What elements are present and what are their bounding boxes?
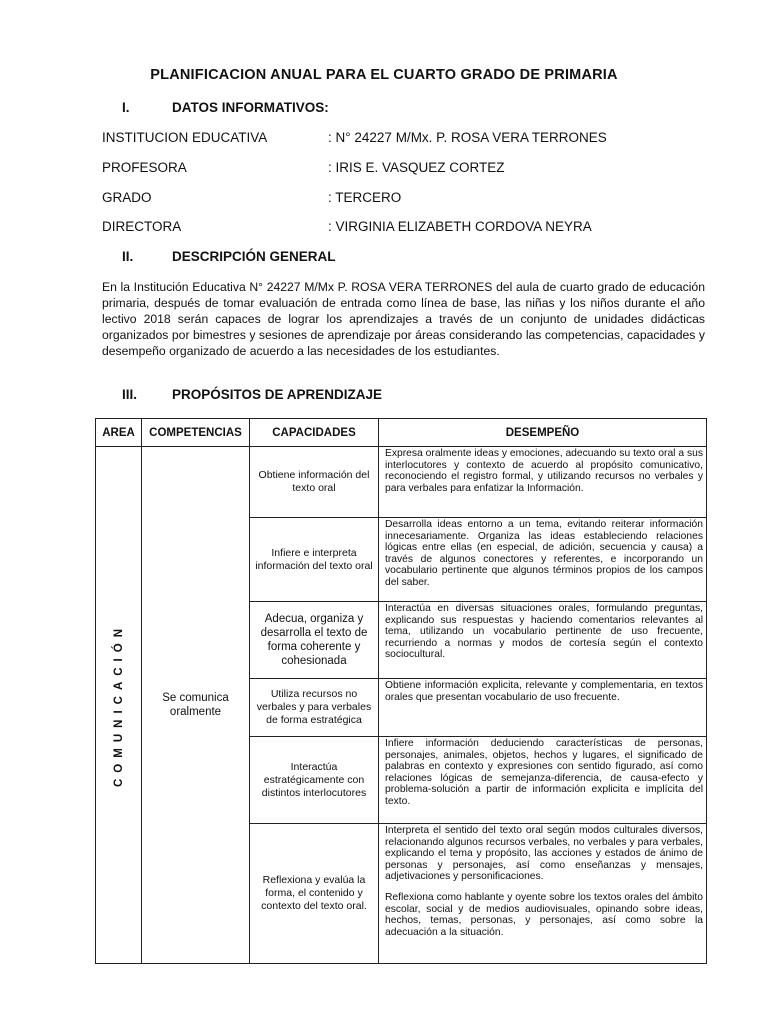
- desempeno-cell: [379, 602, 707, 679]
- document-title: PLANIFICACION ANUAL PARA EL CUARTO GRADO DE PRIMARIA: [150, 67, 618, 83]
- section-heading-3: [122, 387, 522, 405]
- learning-purposes-table: [95, 418, 707, 964]
- desempeno-cell: [379, 679, 707, 737]
- capacidad-cell: Adecua, organiza y desarrolla el texto de forma coherente y cohesionada: [250, 602, 379, 679]
- capacidad-cell: Reflexiona y evalúa la forma, el contenido y contexto del texto oral.: [250, 824, 379, 964]
- section-title: DESCRIPCIÓN GENERAL: [172, 249, 336, 264]
- desempeno-text: Infiere información deduciendo características de personas, personajes, animales, objetos, hechos y lugares, el significado de palabras en contexto y expresiones con sentido figurado, así como relaciones lógicas de semejanza-diferencia, de causa-efecto y problema-solución a partir de información explicita e implícita del texto.: [385, 738, 703, 807]
- competencia-cell: Se comunica oralmente: [142, 447, 250, 964]
- desempeno-text: Reflexiona como hablante y oyente sobre los textos orales del ámbito escolar, social y de medios audiovisuales, opinando sobre ideas, hechos, temas, personas, y personajes, así como sobre la adecuación a la situación.: [385, 891, 703, 938]
- desempeno-cell: [379, 737, 707, 824]
- info-label: PROFESORA: [102, 160, 187, 175]
- desempeno-cell: [379, 518, 707, 602]
- section-heading-1: [122, 100, 522, 118]
- section-title: PROPÓSITOS DE APRENDIZAJE: [172, 387, 383, 402]
- section-title: DATOS INFORMATIVOS:: [172, 100, 329, 115]
- info-label: DIRECTORA: [102, 219, 182, 234]
- header-area: AREA: [96, 419, 142, 447]
- desempeno-text: Interactúa en diversas situaciones orales, formulando preguntas, explicando sus respuestas y haciendo comentarios relevantes al tema, utilizando un vocabulario pertinente de uso frecuente, recurriendo a normas y modos de cortesía según el contexto sociocultural.: [385, 603, 703, 661]
- info-value: : TERCERO: [328, 190, 402, 205]
- desempeno-text: Obtiene información explicita, relevante y complementaria, en textos orales que presentan vocabulario de uso frecuente.: [385, 680, 703, 703]
- capacidad-cell: Infiere e interpreta información del texto oral: [250, 518, 379, 602]
- info-label: INSTITUCION EDUCATIVA: [102, 130, 268, 145]
- section-heading-2: [122, 249, 522, 267]
- desempeno-cell: [379, 447, 707, 518]
- header-competencias: COMPETENCIAS: [142, 419, 250, 447]
- description-paragraph: En la Institución Educativa N° 24227 M/Mx P. ROSA VERA TERRONES del aula de cuarto grado de educación primaria, después de tomar evaluación de entrada como línea de base, las niñas y los niños durante el año lectivo 2018 serán capaces de lograr los aprendizajes a través de un conjunto de unidades didácticas organizados por bimestres y sesiones de aprendizaje por áreas considerando las competencias, capacidades y desempeño organizado de acuerdo a las necesidades de los estudiantes.: [102, 280, 705, 358]
- area-label: COMUNICACIÓN: [112, 623, 125, 787]
- section-number: I.: [122, 100, 130, 115]
- info-value: : IRIS E. VASQUEZ CORTEZ: [328, 160, 505, 175]
- desempeno-text: Expresa oralmente ideas y emociones, adecuando su texto oral a sus interlocutores y contexto de acuerdo al propósito comunicativo, reconociendo el registro formal, y utilizando recursos no verbales y para verbales para enfatizar la Información.: [385, 448, 703, 494]
- info-label: GRADO: [102, 190, 152, 205]
- section-number: II.: [122, 249, 134, 264]
- header-capacidades: CAPACIDADES: [250, 419, 379, 447]
- header-desempeno: DESEMPEÑO: [379, 419, 707, 447]
- area-cell: [96, 447, 142, 964]
- capacidad-cell: Interactúa estratégicamente con distintos interlocutores: [250, 737, 379, 824]
- info-value: : N° 24227 M/Mx. P. ROSA VERA TERRONES: [328, 130, 607, 145]
- capacidad-cell: Obtiene información del texto oral: [250, 447, 379, 518]
- desempeno-cell: [379, 824, 707, 964]
- info-value: : VIRGINIA ELIZABETH CORDOVA NEYRA: [328, 219, 592, 234]
- capacidad-cell: Utiliza recursos no verbales y para verbales de forma estratégica: [250, 679, 379, 737]
- desempeno-text: Interpreta el sentido del texto oral según modos culturales diversos, relacionando algunos recursos verbales, no verbales y para verbales, explicando el tema y propósito, las acciones y estados de ánimo de personas y personajes, así como enseñanzas y mensajes, adjetivaciones y personificaciones.: [385, 825, 703, 883]
- desempeno-text: Desarrolla ideas entorno a un tema, evitando reiterar información innecesariamente. Organiza las ideas estableciendo relaciones lógicas entre ellas (en especial, de adición, secuencia y causa) a través de algunos conectores y referentes, e incorporando un vocabulario pertinente que algunos términos propios de los campos del saber.: [385, 519, 703, 588]
- table-row: [96, 447, 707, 518]
- table-header-row: [96, 419, 707, 447]
- section-number: III.: [122, 387, 138, 402]
